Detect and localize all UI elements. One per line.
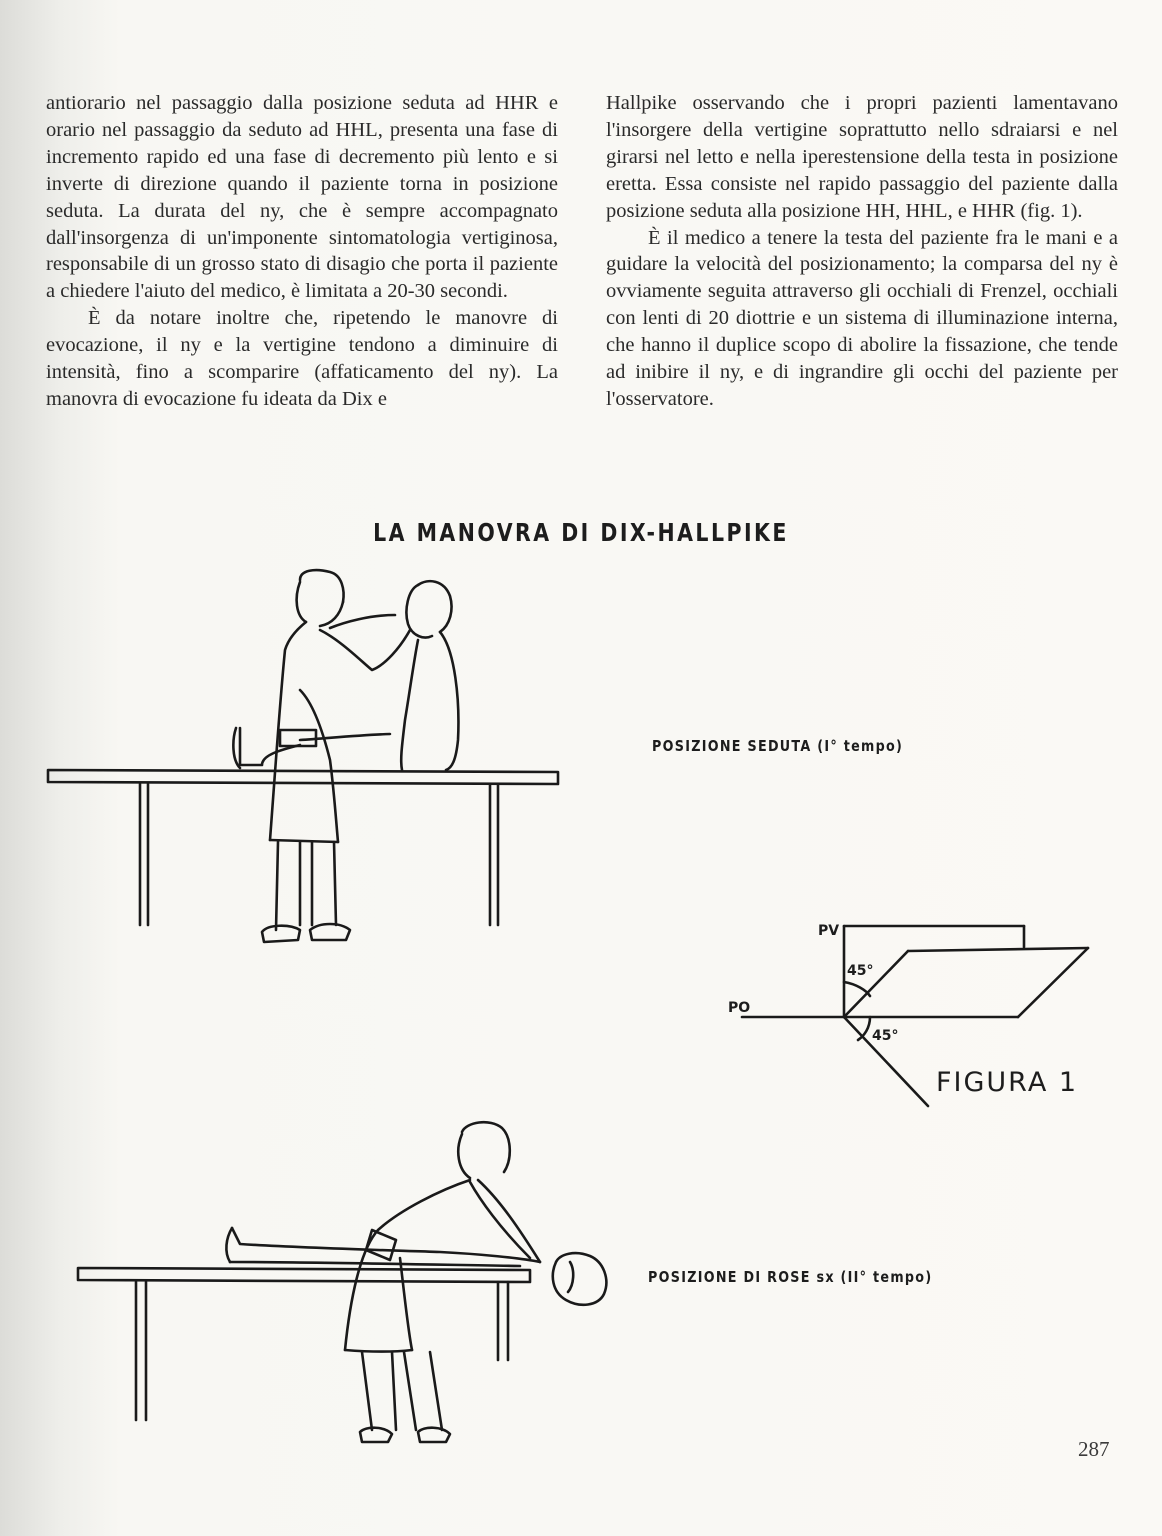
figure-title: LA MANOVRA DI DIX-HALLPIKE <box>373 518 789 547</box>
right-paragraph-2: È il medico a tenere la testa del paziente fra le mani e a guidare la velocità del posizionamento; la comparsa del ny è ovviamente seguita attraverso gli occhiali di Frenzel, occhiali con lenti di 20 diottrie e un sistema di illuminazione interna, che hanno il duplice scopo di abolire la fissazione, che tende ad inibire il ny, e di ingrandire gli occhi del paziente per l'osservatore. <box>606 226 1118 410</box>
page-number: 287 <box>1078 1437 1110 1461</box>
right-paragraph-1: Hallpike osservando che i propri pazienti lamentavano l'insorgere della vertigine soprattutto nello sdraiarsi e nel girarsi nel letto e nella iperestensione della testa in posizione eretta. Essa consiste nel rapido passaggio del paziente dalla posizione seduta alla posizione HH, HHL, e HHR (fig. 1). <box>606 92 1118 222</box>
caption-rose-position: POSIZIONE DI ROSE sx (II° tempo) <box>648 1268 933 1286</box>
left-paragraph-1: antiorario nel passaggio dalla posizione seduta ad HHR e orario nel passaggio da seduto ad HHL, presenta una fase di incremento rapido ed una fase di decremento più lento e si inverte di direzione quando il paziente torna in posizione seduta. La durata del ny, che è sempre accompagnato dall'insorgenza di un'imponente sintomatologia vertiginosa, responsabile di un grosso stato di disagio che porta il paziente a chiedere l'aiuto del medico, è limitata a 20-30 secondi. <box>46 92 558 303</box>
caption-seated-position: POSIZIONE SEDUTA (I° tempo) <box>652 737 904 755</box>
standing-doctor-drawing <box>262 570 410 942</box>
label-po: PO <box>728 1000 751 1016</box>
left-paragraph-2: È da notare inoltre che, ripetendo le manovre di evocazione, il ny e la vertigine tendono a diminuire di intensità, fino a scomparire (affaticamento del ny). La manovra di evocazione fu ideata da Dix e <box>46 307 558 410</box>
angle-lower-label: 45° <box>872 1028 899 1044</box>
table-bottom-illustration <box>78 1268 530 1420</box>
figure-label: FIGURA 1 <box>936 1067 1079 1098</box>
angle-upper-label: 45° <box>847 963 874 979</box>
table-top-illustration <box>48 770 558 925</box>
seated-patient-drawing <box>233 581 458 770</box>
lying-patient-drawing <box>226 1228 606 1305</box>
label-pv: PV <box>818 923 840 939</box>
